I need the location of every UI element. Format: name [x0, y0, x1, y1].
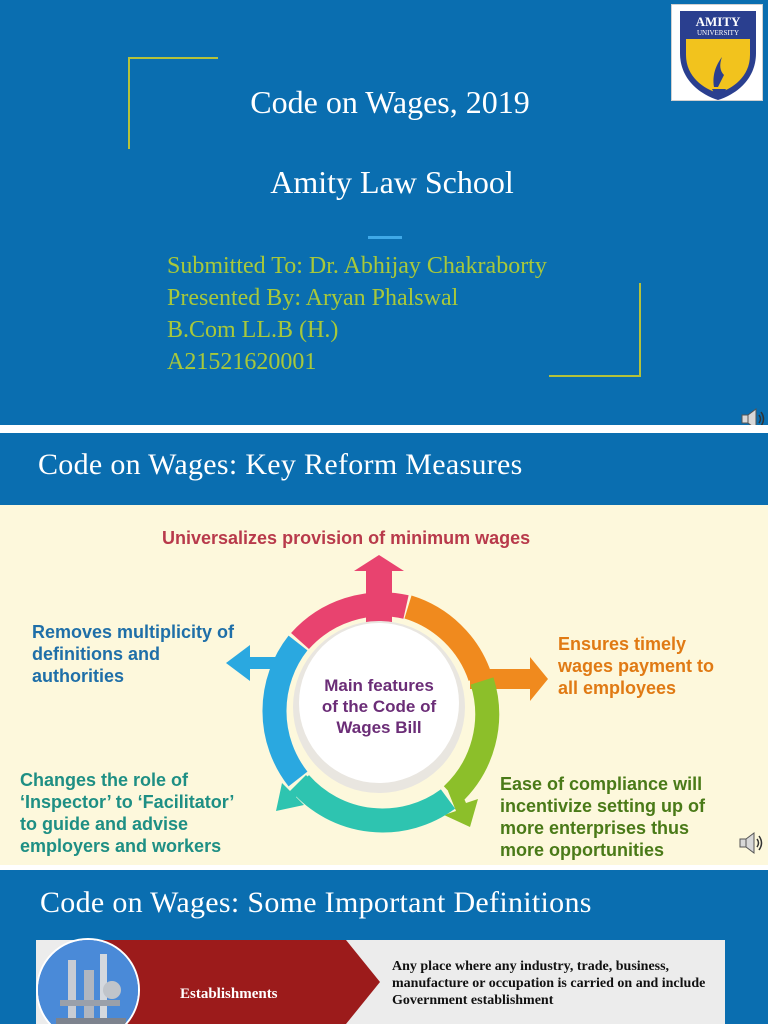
slide-title: Code on Wages: Key Reform Measures — [38, 448, 523, 481]
feature-bottom-right-line-2: incentivize setting up of — [500, 796, 706, 816]
feature-right — [558, 633, 714, 699]
term-label: Establishments — [180, 986, 278, 1002]
center-line-1: Main features — [324, 676, 434, 695]
presentation-subtitle: Amity Law School — [270, 164, 514, 200]
bracket-bottom-right-vertical — [639, 283, 641, 377]
speaker-icon[interactable] — [738, 831, 764, 855]
feature-bottom-left-line-4: employers and workers — [20, 836, 222, 856]
bracket-bottom-right — [549, 375, 641, 377]
feature-left — [32, 621, 234, 687]
logo-sub: UNIVERSITY — [697, 29, 739, 37]
enrollment-number: A21521620001 — [167, 349, 317, 375]
feature-bottom-right — [500, 773, 705, 861]
accent-dash — [368, 236, 402, 239]
presenter-info — [167, 250, 547, 378]
presentation-title: Code on Wages, 2019 — [250, 84, 530, 120]
center-line-2: of the Code of — [321, 697, 437, 716]
feature-bottom-left-line-2: ‘Inspector’ to ‘Facilitator’ — [20, 792, 235, 812]
course: B.Com LL.B (H.) — [167, 317, 339, 343]
feature-right-line-2: wages payment to — [558, 656, 715, 676]
speaker-icon[interactable] — [740, 407, 766, 425]
center-label — [299, 675, 459, 738]
feature-left-line-3: authorities — [32, 666, 125, 686]
slide-title: Code on Wages: Some Important Definitions — [40, 886, 592, 919]
title-slide — [0, 0, 768, 425]
submitted-to: Submitted To: Dr. Abhijay Chakraborty — [167, 253, 547, 279]
feature-bottom-left — [20, 769, 234, 857]
feature-bottom-left-line-3: to guide and advise — [20, 814, 189, 834]
feature-top-line-1: Universalizes provision of minimum wages — [162, 528, 531, 548]
term-band-arrow — [346, 940, 380, 1024]
presented-by: Presented By: Aryan Phalswal — [167, 285, 459, 311]
feature-left-line-1: Removes multiplicity of — [32, 622, 235, 642]
feature-bottom-left-line-1: Changes the role of — [20, 770, 189, 790]
bracket-top-left — [128, 57, 218, 59]
feature-top — [162, 527, 530, 549]
features-diagram — [0, 505, 768, 865]
feature-bottom-right-line-4: more opportunities — [500, 840, 665, 860]
feature-bottom-right-line-3: more enterprises thus — [500, 818, 690, 838]
feature-right-line-1: Ensures timely — [558, 634, 687, 654]
term-definition: Any place where any industry, trade, business, manufacture or occupation is carried on and include Government establishment — [392, 959, 706, 1008]
feature-bottom-right-line-1: Ease of compliance will — [500, 774, 703, 794]
logo-name: AMITY — [695, 14, 741, 29]
arrow-top-head — [354, 555, 404, 631]
center-line-3: Wages Bill — [336, 718, 422, 737]
feature-left-line-2: definitions and — [32, 644, 160, 664]
feature-right-line-3: all employees — [558, 678, 677, 698]
